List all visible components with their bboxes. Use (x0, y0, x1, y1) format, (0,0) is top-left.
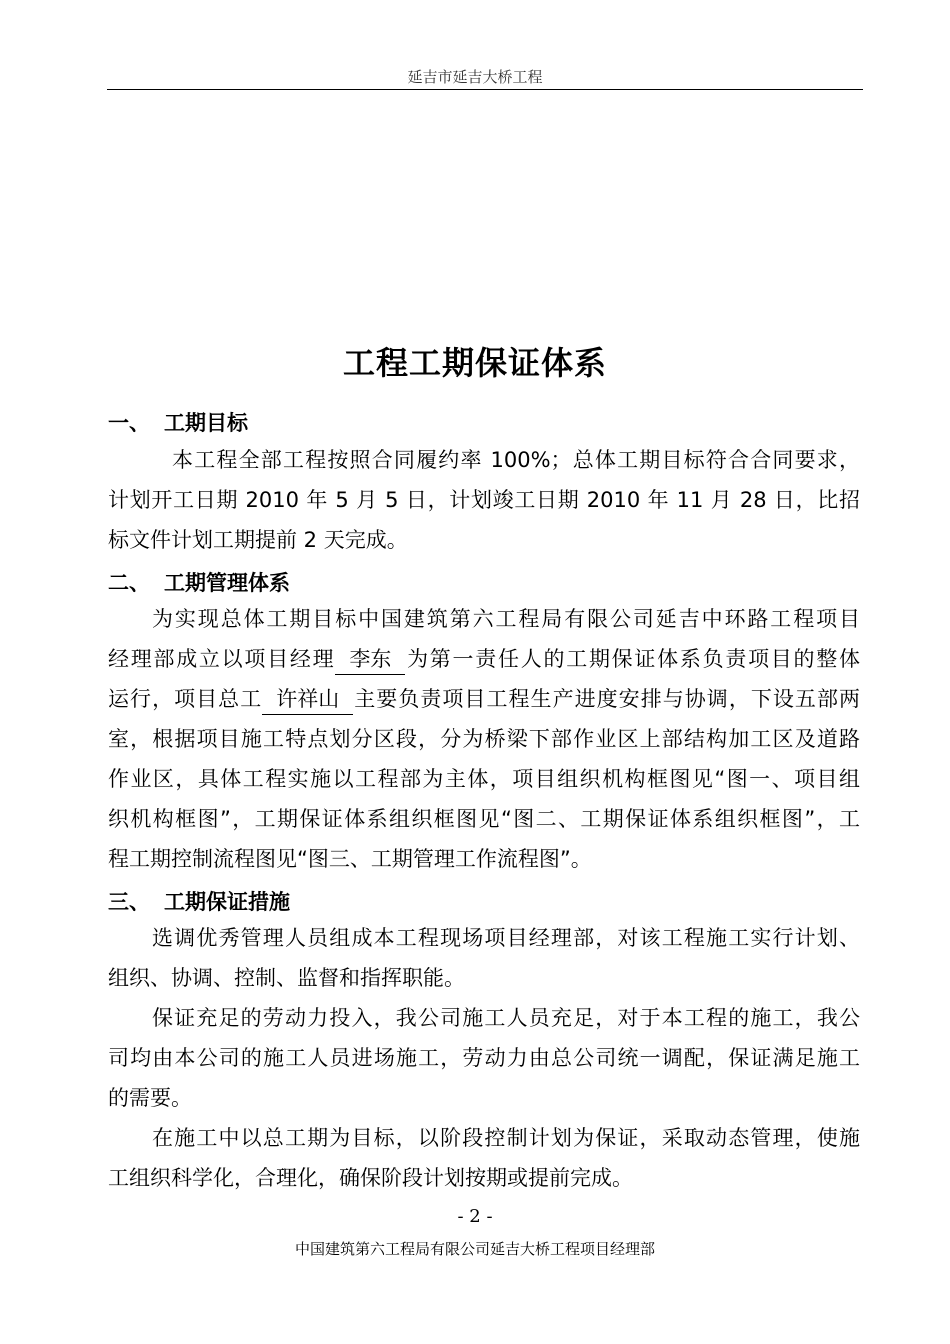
text-line: 的需要。 (108, 1086, 192, 1110)
text-segment: 经理部成立以项目经理 (108, 647, 336, 671)
text-line: 本工程全部工程按照合同履约率 100%；总体工期目标符合合同要求， (172, 448, 860, 472)
text-line: 工组织科学化，合理化，确保阶段计划按期或提前完成。 (108, 1166, 633, 1190)
text-line: 程工期控制流程图见“图三、工期管理工作流程图”。 (108, 847, 592, 871)
section-number: 二、 (108, 571, 150, 595)
page-number: - 2 - (457, 1206, 493, 1227)
section-title: 工期保证措施 (164, 890, 290, 914)
document-title: 工程工期保证体系 (342, 344, 607, 382)
section-1-paragraph (108, 440, 860, 560)
section-title: 工期目标 (164, 411, 248, 435)
page-footer: 中国建筑第六工程局有限公司延吉大桥工程项目经理部 (294, 1240, 655, 1258)
section-number: 三、 (108, 890, 150, 914)
text-line: 标文件计划工期提前 2 天完成。 (108, 528, 408, 552)
text-line: 保证充足的劳动力投入，我公司施工人员充足，对于本工程的施工，我公 (152, 1006, 860, 1030)
manager-name-underlined: 李东 (335, 644, 405, 675)
section-title: 工期管理体系 (164, 571, 290, 595)
section-heading-2 (108, 567, 290, 597)
text-line: 织机构框图”，工期保证体系组织框图见“图二、工期保证体系组织框图”，工 (108, 807, 860, 831)
chief-engineer-name-underlined: 许祥山 (262, 684, 353, 715)
section-heading-3 (108, 886, 290, 916)
text-segment: 运行，项目总工 (108, 687, 263, 711)
text-line: 作业区，具体工程实施以工程部为主体，项目组织机构框图见“图一、项目组 (108, 767, 860, 791)
text-line: 计划开工日期 2010 年 5 月 5 日，计划竣工日期 2010 年 11 月 28 日，比招 (108, 488, 860, 512)
text-line: 室，根据项目施工特点划分区段，分为桥梁下部作业区上部结构加工区及道路 (108, 727, 860, 751)
text-line: 选调优秀管理人员组成本工程现场项目经理部，对该工程施工实行计划、 (152, 926, 860, 950)
section-3-paragraph-1 (108, 918, 860, 998)
section-3-paragraph-3 (108, 1118, 860, 1198)
section-3-paragraph-2 (108, 998, 860, 1118)
text-line: 司均由本公司的施工人员进场施工，劳动力由总公司统一调配，保证满足施工 (108, 1046, 860, 1070)
text-line: 为实现总体工期目标中国建筑第六工程局有限公司延吉中环路工程项目 (152, 607, 860, 631)
text-segment: 主要负责项目工程生产进度安排与协调，下设五部两 (353, 687, 860, 711)
page-header: 延吉市延吉大桥工程 (407, 68, 543, 86)
section-2-paragraph (108, 599, 860, 879)
text-line: 组织、协调、控制、监督和指挥职能。 (108, 966, 465, 990)
text-line: 在施工中以总工期为目标，以阶段控制计划为保证，采取动态管理，使施 (152, 1126, 860, 1150)
text-segment: 为第一责任人的工期保证体系负责项目的整体 (405, 647, 861, 671)
section-heading-1 (108, 407, 248, 437)
text-line (108, 679, 860, 719)
text-line (108, 639, 860, 679)
header-rule (107, 89, 863, 90)
section-number: 一、 (108, 411, 150, 435)
